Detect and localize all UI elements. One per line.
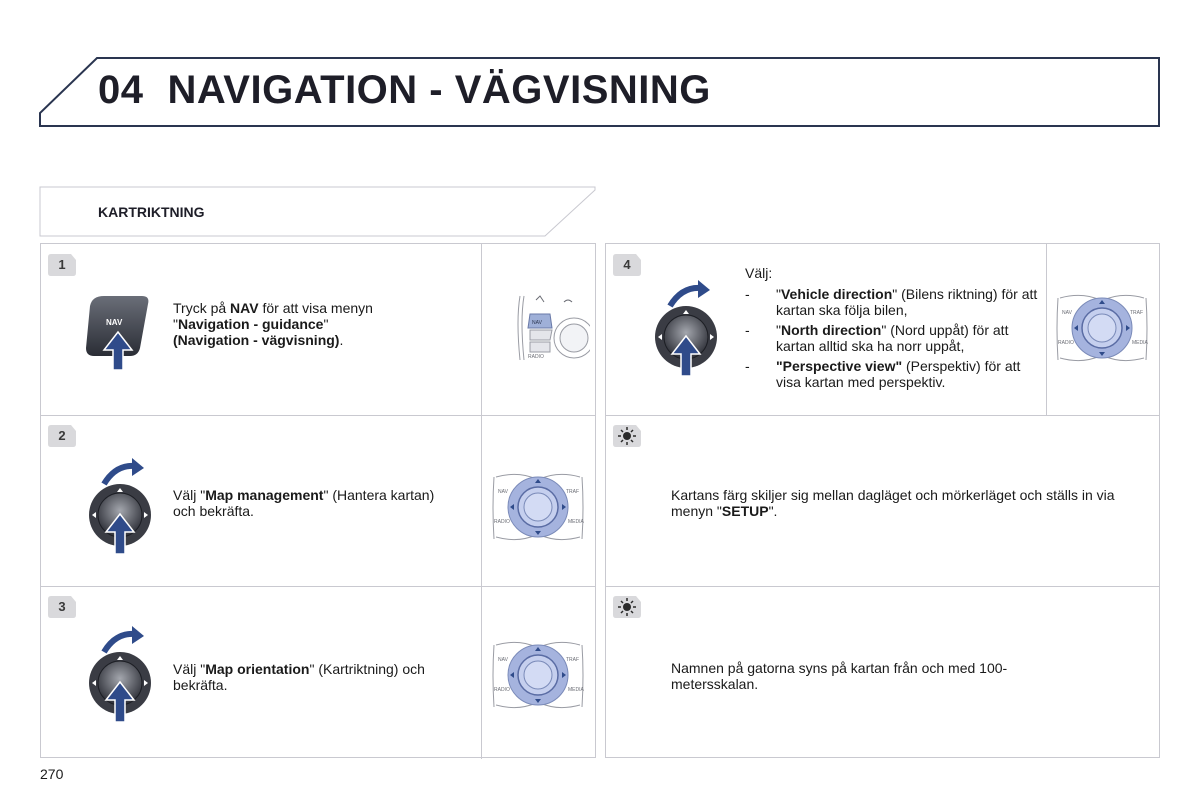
option-key: North direction — [780, 322, 882, 338]
step-badge-2: 2 — [47, 423, 77, 449]
chapter-number: 04 — [98, 68, 144, 112]
step-4-option-list — [745, 286, 1040, 394]
svg-text:NAV: NAV — [498, 657, 508, 663]
option-key: Vehicle direction — [780, 286, 893, 302]
step-badge-3: 3 — [47, 594, 77, 620]
row-divider — [41, 586, 595, 587]
row-divider — [606, 415, 1159, 416]
svg-text:NAV: NAV — [532, 320, 542, 326]
step-1-menu-translation: (Navigation - vägvisning) — [173, 332, 340, 348]
tip-2-text: Namnen på gatorna syns på kartan från och med 100-metersskalan. — [671, 660, 1008, 692]
tip-1-text-pre: Kartans färg skiljer sig mellan dagläget och mörkerläget och ställs in via menyn " — [671, 487, 1115, 519]
lightbulb-icon — [612, 423, 642, 449]
svg-text:TRAF: TRAF — [1130, 310, 1144, 316]
svg-text:NAV: NAV — [1062, 310, 1072, 316]
svg-text:RADIO: RADIO — [494, 687, 510, 693]
column-divider — [1046, 244, 1047, 415]
step-1-text-end: . — [339, 332, 344, 348]
chapter-heading: NAVIGATION - VÄGVISNING — [167, 68, 711, 112]
option-vehicle-direction: - "Vehicle direction" (Bilens riktning) för att kartan ska följa bilen, — [745, 286, 1038, 318]
tip-1-key: SETUP — [721, 503, 769, 519]
step-3-text-post: " (Kartriktning) och bekräfta. — [173, 661, 425, 693]
tip-badge-1 — [612, 423, 642, 449]
svg-text:RADIO: RADIO — [1058, 340, 1074, 346]
row-divider — [41, 415, 595, 416]
svg-text:RADIO: RADIO — [528, 354, 544, 360]
rotary-knob-illustration — [84, 458, 164, 563]
step-2-key: Map management — [205, 487, 324, 503]
dashboard-thumbnail — [510, 290, 590, 370]
tip-badge-2 — [612, 594, 642, 620]
tip-1-text — [671, 487, 1147, 519]
step-1-text-post: " — [323, 316, 329, 332]
step-1-key: NAV — [230, 300, 259, 316]
control-console-thumbnail — [488, 635, 588, 720]
option-perspective-view: - "Perspective view" (Perspektiv) för att visa kartan med perspektiv. — [745, 358, 1021, 390]
svg-text:NAV: NAV — [498, 489, 508, 495]
rotary-knob-illustration — [84, 626, 164, 731]
svg-text:TRAF: TRAF — [566, 489, 580, 495]
step-2-text-pre: Välj " — [173, 487, 206, 503]
nav-button-illustration — [80, 290, 160, 380]
step-2-text-post: " (Hantera kartan) och bekräfta. — [173, 487, 435, 519]
svg-text:MEDIA: MEDIA — [568, 519, 584, 525]
step-3-key: Map orientation — [205, 661, 310, 677]
svg-text:MEDIA: MEDIA — [1132, 340, 1148, 346]
column-divider — [481, 244, 482, 759]
step-3-text-pre: Välj " — [173, 661, 206, 677]
svg-text:MEDIA: MEDIA — [568, 687, 584, 693]
step-3-text — [173, 661, 473, 693]
section-title: KARTRIKTNING — [98, 204, 205, 220]
control-console-thumbnail — [1052, 288, 1152, 373]
step-1-text — [173, 300, 453, 348]
step-badge-1: 1 — [47, 252, 77, 278]
step-4-intro: Välj: — [745, 265, 773, 281]
page-number: 270 — [40, 766, 64, 782]
svg-text:TRAF: TRAF — [566, 657, 580, 663]
row-divider — [606, 586, 1159, 587]
step-1-text-mid: för att visa menyn " — [173, 300, 373, 332]
lightbulb-icon — [612, 594, 642, 620]
nav-button-label: NAV — [106, 318, 123, 327]
step-badge-4: 4 — [612, 252, 642, 278]
control-console-thumbnail — [488, 467, 588, 552]
option-north-direction: - "North direction" (Nord uppåt) för att kartan alltid ska ha norr uppåt, — [745, 322, 1009, 354]
rotary-knob-illustration — [650, 280, 730, 385]
svg-text:RADIO: RADIO — [494, 519, 510, 525]
step-1-menu: Navigation - guidance — [177, 316, 324, 332]
step-2-text — [173, 487, 443, 519]
tip-1-text-post: ". — [768, 503, 778, 519]
option-key: "Perspective view" — [776, 358, 903, 374]
step-1-text-pre: Tryck på — [173, 300, 231, 316]
